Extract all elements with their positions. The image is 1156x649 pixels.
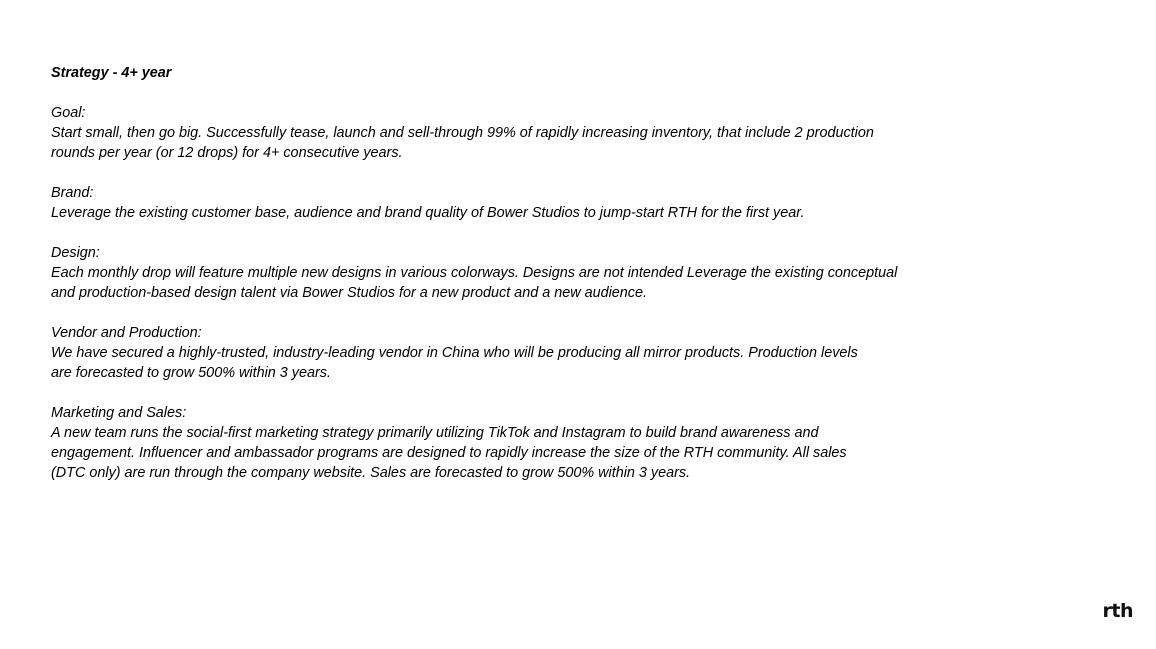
section-heading: Vendor and Production: — [51, 325, 202, 341]
section-body: Leverage the existing customer base, audience and brand quality of Bower Studios to jump-start RTH for the first year. — [51, 205, 805, 221]
section-vendor-production — [51, 323, 931, 383]
section-body: A new team runs the social-first marketing strategy primarily utilizing TikTok and Instagram to build brand awareness and engagement. Influencer and ambassador programs are designed to rapidly increase the size of the RTH community. All sales (DTC only) are run through the company website. Sales are forecasted to grow 500% within 3 years. — [51, 425, 847, 481]
section-heading: Marketing and Sales: — [51, 405, 187, 421]
section-heading: Goal: — [51, 105, 86, 121]
section-heading: Design: — [51, 245, 100, 261]
section-body: We have secured a highly-trusted, industry-leading vendor in China who will be producing all mirror products. Production levels are forecasted to grow 500% within 3 years. — [51, 345, 858, 381]
page-title: Strategy - 4+ year — [51, 65, 172, 81]
section-body: Start small, then go big. Successfully tease, launch and sell-through 99% of rapidly increasing inventory, that include 2 production rounds per year (or 12 drops) for 4+ consecutive years. — [51, 125, 874, 161]
slide-content — [51, 63, 931, 503]
section-body: Each monthly drop will feature multiple new designs in various colorways. Designs are not intended Leverage the existing conceptual and production-based design talent via Bower Studios for a new product and a new audience. — [51, 265, 898, 301]
section-goal — [51, 103, 931, 163]
section-design — [51, 243, 931, 303]
section-marketing-sales — [51, 403, 931, 483]
section-brand — [51, 183, 931, 223]
rth-logo: rth — [1102, 600, 1133, 622]
section-heading: Brand: — [51, 185, 94, 201]
